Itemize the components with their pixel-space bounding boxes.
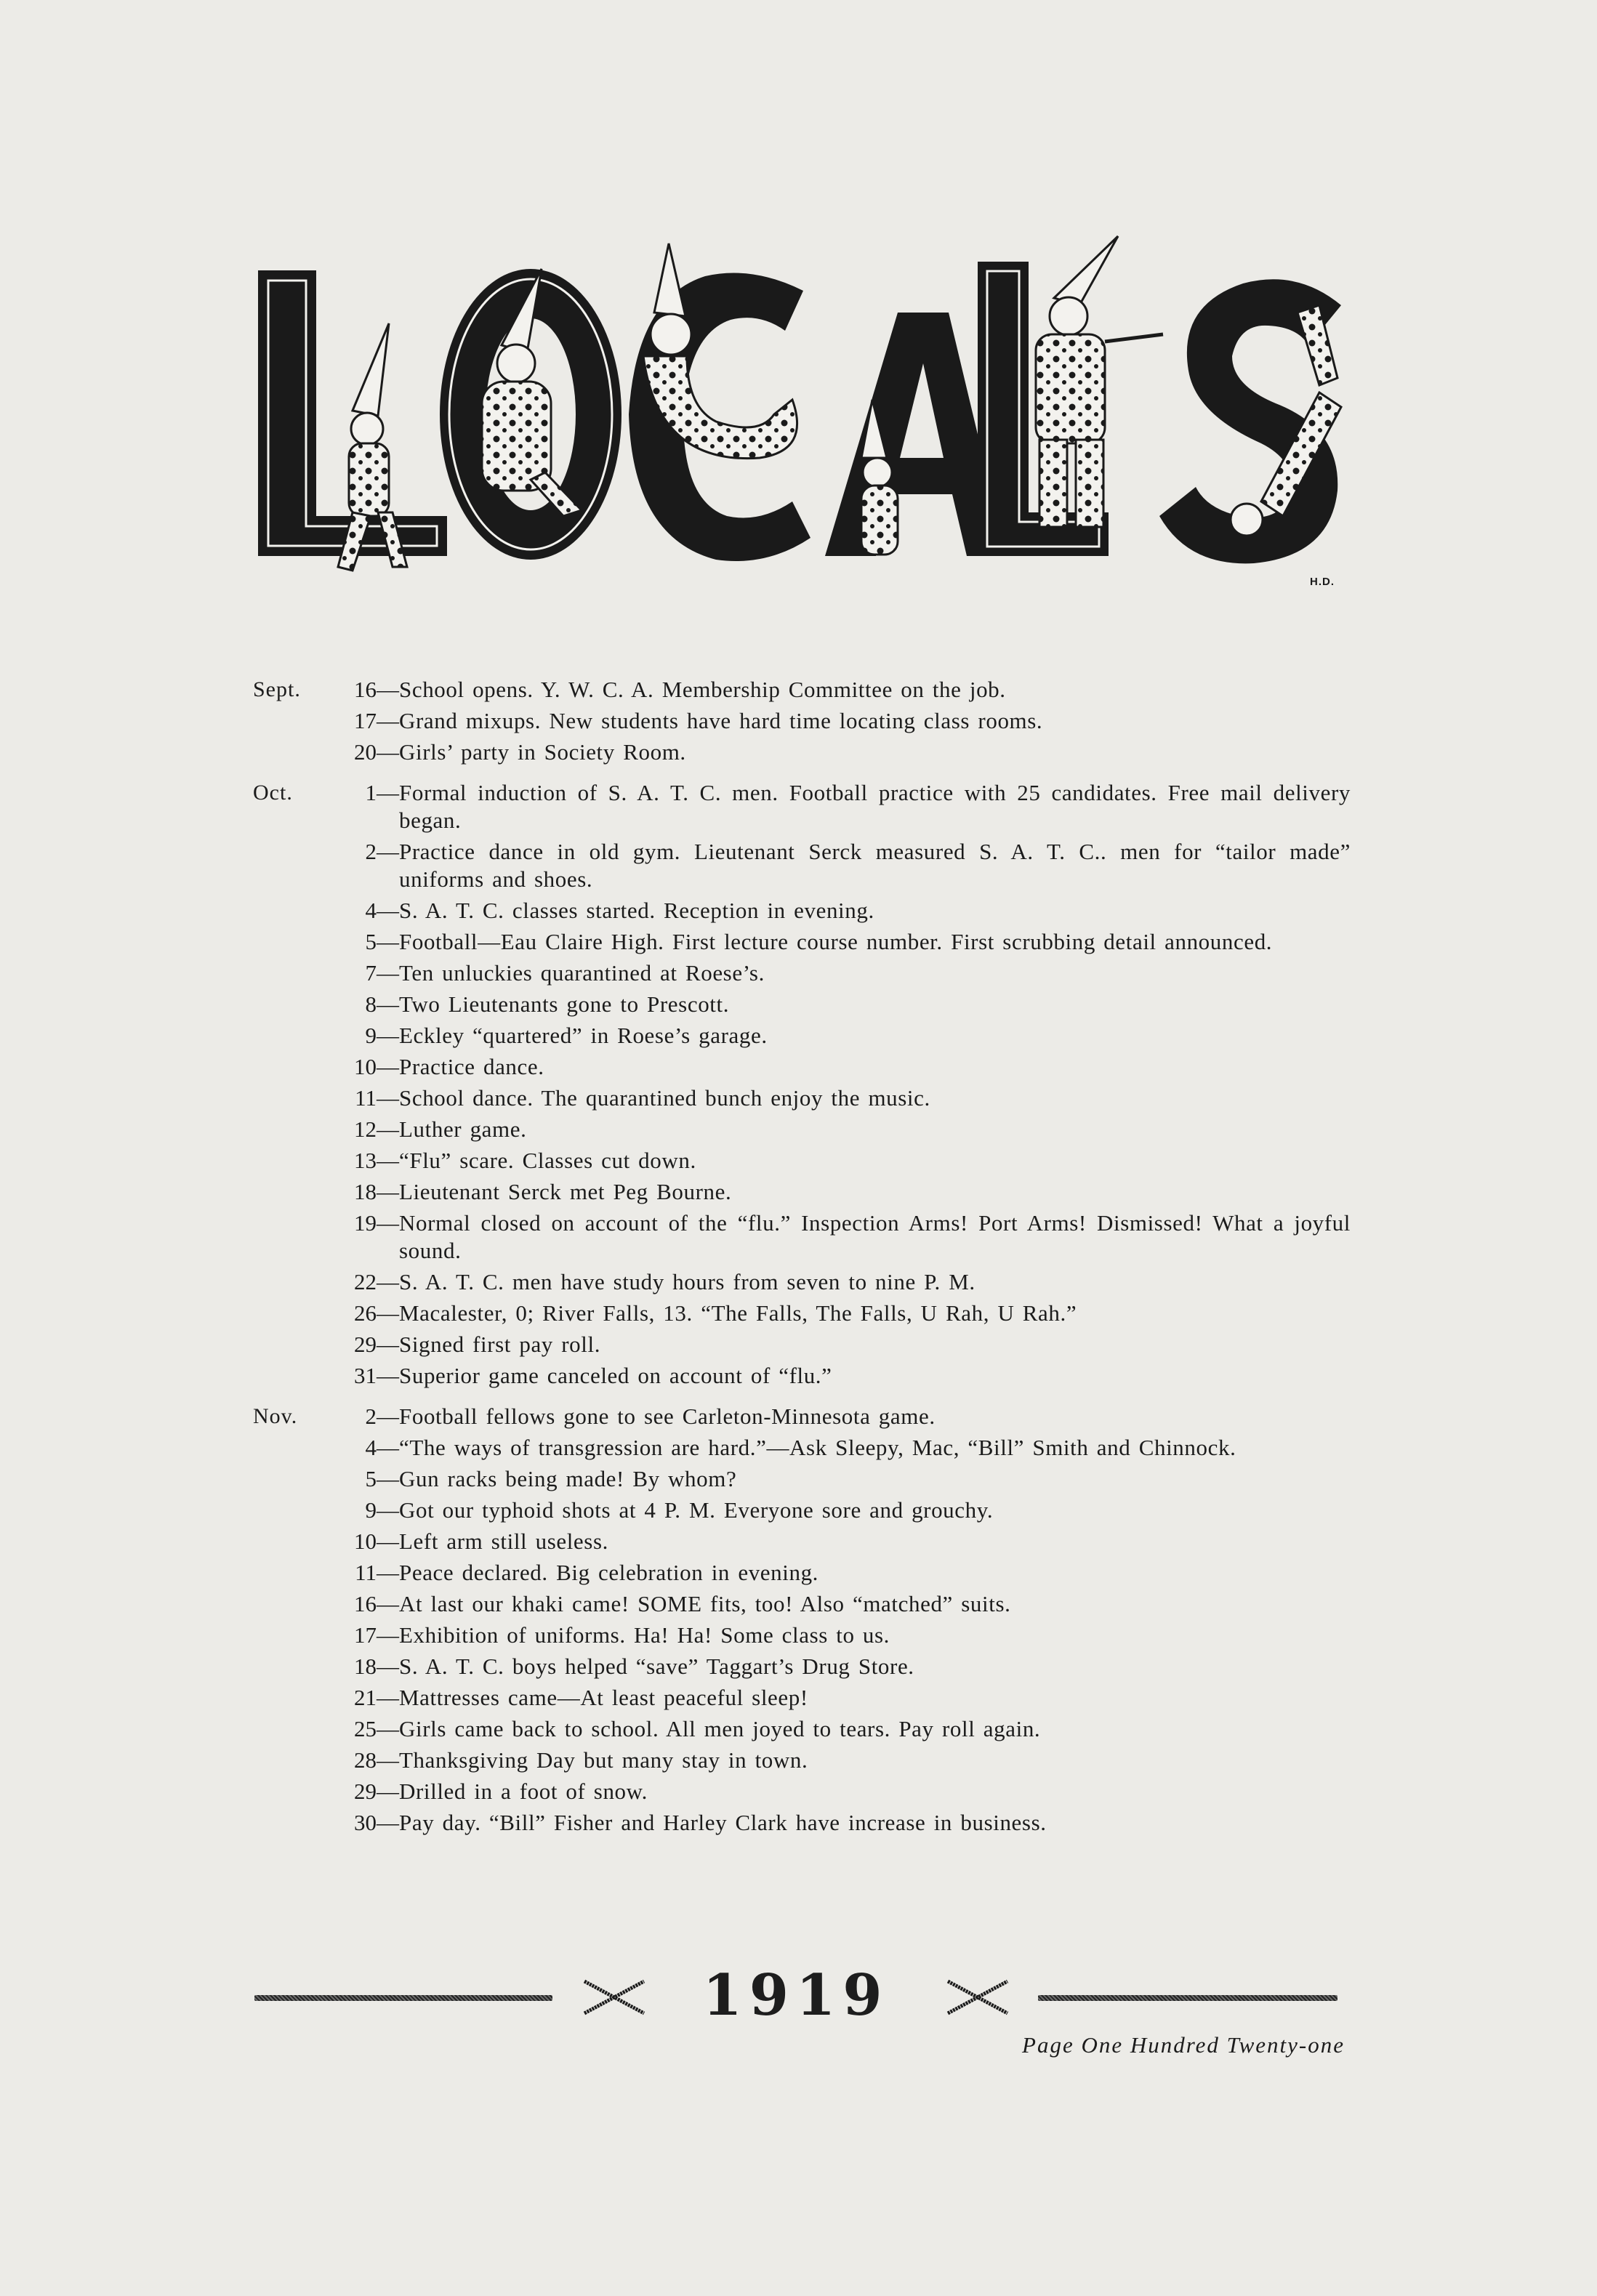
entry-day: 17: [354, 1622, 377, 1648]
entry-text: Football—Eau Claire High. First lecture course number. First scrubbing detail announced.: [399, 929, 1273, 954]
cross-ornament-right-icon: [945, 1975, 1010, 2019]
entry-text: Lieutenant Serck met Peg Bourne.: [399, 1179, 732, 1204]
entry-text: S. A. T. C. men have study hours from seven to nine P. M.: [399, 1269, 976, 1294]
list-item: 29 — Signed first pay roll.: [326, 1331, 1351, 1358]
list-item: 29 — Drilled in a foot of snow.: [326, 1778, 1351, 1805]
entry-day: 21: [354, 1685, 377, 1710]
entry-text: Got our typhoid shots at 4 P. M. Everyone sore and grouchy.: [399, 1497, 994, 1523]
list-item: 28 — Thanksgiving Day but many stay in town.: [326, 1747, 1351, 1774]
list-item: 11 — School dance. The quarantined bunch enjoy the music.: [326, 1084, 1351, 1112]
month-label: Nov.: [253, 1404, 298, 1428]
artist-initials: H.D.: [1310, 576, 1335, 588]
entry-day: 19: [354, 1210, 377, 1236]
entry-day: 13: [354, 1148, 377, 1173]
list-item: 16 — School opens. Y. W. C. A. Membership Committee on the job.: [326, 676, 1351, 704]
page-number: Page One Hundred Twenty-one: [1022, 2032, 1345, 2058]
month-label: Sept.: [253, 677, 301, 701]
entry-day: 7: [365, 960, 377, 986]
entry-text: Drilled in a foot of snow.: [399, 1779, 648, 1804]
entry-day: 10: [354, 1054, 377, 1079]
entry-text: S. A. T. C. boys helped “save” Taggart’s Drug Store.: [399, 1653, 914, 1679]
list-item: 18 — S. A. T. C. boys helped “save” Taggart’s Drug Store.: [326, 1653, 1351, 1680]
entry-day: 18: [354, 1653, 377, 1679]
list-item: 7 — Ten unluckies quarantined at Roese’s.: [326, 959, 1351, 987]
entry-day: 2: [365, 839, 377, 864]
entry-day: 8: [365, 991, 377, 1017]
entry-day: 16: [354, 1591, 377, 1616]
list-item: 21 — Mattresses came—At least peaceful sleep!: [326, 1684, 1351, 1712]
entry-text: Pay day. “Bill” Fisher and Harley Clark have increase in business.: [399, 1810, 1047, 1835]
entry-text: Mattresses came—At least peaceful sleep!: [399, 1685, 808, 1710]
list-item: 12 — Luther game.: [326, 1116, 1351, 1143]
entry-day: 31: [354, 1363, 377, 1388]
footer-rule-left: [254, 1995, 552, 2001]
list-item: 26 — Macalester, 0; River Falls, 13. “The Falls, The Falls, U Rah, U Rah.”: [326, 1300, 1351, 1327]
entry-text: Exhibition of uniforms. Ha! Ha! Some class to us.: [399, 1622, 890, 1648]
entry-text: Superior game canceled on account of “flu.”: [399, 1363, 832, 1388]
cross-ornament-left-icon: [582, 1975, 647, 2019]
list-item: 2 — Football fellows gone to see Carleton-Minnesota game.: [326, 1403, 1351, 1430]
list-item: 5 — Football—Eau Claire High. First lecture course number. First scrubbing detail announced.: [326, 928, 1351, 956]
entry-text: Signed first pay roll.: [399, 1332, 601, 1357]
entry-day: 4: [365, 898, 377, 923]
entry-day: 5: [365, 1466, 377, 1491]
list-item: 17 — Exhibition of uniforms. Ha! Ha! Some class to us.: [326, 1622, 1351, 1649]
entry-text: Practice dance.: [399, 1054, 544, 1079]
locals-calendar: [253, 676, 1351, 1850]
entry-day: 26: [354, 1300, 377, 1326]
list-item: 8 — Two Lieutenants gone to Prescott.: [326, 991, 1351, 1018]
entry-day: 9: [365, 1023, 377, 1048]
list-item: 13 — “Flu” scare. Classes cut down.: [326, 1147, 1351, 1175]
entry-day: 10: [354, 1528, 377, 1554]
entry-text: Left arm still useless.: [399, 1528, 608, 1554]
entry-day: 29: [354, 1779, 377, 1804]
month-label: Oct.: [253, 781, 293, 805]
entry-text: Peace declared. Big celebration in evening.: [399, 1560, 819, 1585]
entry-text: Practice dance in old gym. Lieutenant Serck measured S. A. T. C.. men for “tailor made” uniforms and shoes.: [399, 839, 1351, 892]
list-item: 4 — “The ways of transgression are hard.”—Ask Sleepy, Mac, “Bill” Smith and Chinnock.: [326, 1434, 1351, 1462]
list-item: 2 — Practice dance in old gym. Lieutenant Serck measured S. A. T. C.. men for “tailor made” uniforms and shoes.: [326, 838, 1351, 893]
list-item: 25 — Girls came back to school. All men joyed to tears. Pay roll again.: [326, 1715, 1351, 1743]
list-item: 19 — Normal closed on account of the “flu.” Inspection Arms! Port Arms! Dismissed! What a joyful sound.: [326, 1209, 1351, 1265]
entry-day: 1: [365, 780, 377, 805]
list-item: 10 — Left arm still useless.: [326, 1528, 1351, 1555]
entry-day: 22: [354, 1269, 377, 1294]
entry-text: “Flu” scare. Classes cut down.: [399, 1148, 696, 1173]
entry-day: 11: [355, 1560, 377, 1585]
entry-day: 2: [365, 1403, 377, 1429]
entry-day: 17: [354, 708, 377, 733]
list-item: 31 — Superior game canceled on account of “flu.”: [326, 1362, 1351, 1390]
entry-text: At last our khaki came! SOME fits, too! Also “matched” suits.: [399, 1591, 1011, 1616]
entry-text: Ten unluckies quarantined at Roese’s.: [399, 960, 765, 986]
entry-text: Girls’ party in Society Room.: [399, 739, 686, 765]
entry-text: Formal induction of S. A. T. C. men. Football practice with 25 candidates. Free mail delivery began.: [399, 780, 1351, 833]
entry-text: Football fellows gone to see Carleton-Minnesota game.: [399, 1403, 936, 1429]
entry-day: 25: [354, 1716, 377, 1741]
entry-day: 5: [365, 929, 377, 954]
entry-text: School dance. The quarantined bunch enjoy the music.: [399, 1085, 930, 1111]
footer-year: 1919: [702, 1962, 890, 2029]
entry-day: 16: [354, 677, 377, 702]
locals-title: [251, 225, 1352, 603]
list-item: 22 — S. A. T. C. men have study hours from seven to nine P. M.: [326, 1268, 1351, 1296]
clown-tall-icon: [1036, 236, 1163, 527]
entry-text: Grand mixups. New students have hard time locating class rooms.: [399, 708, 1043, 733]
entry-text: S. A. T. C. classes started. Reception in evening.: [399, 898, 874, 923]
entry-day: 29: [354, 1332, 377, 1357]
entry-day: 20: [354, 739, 377, 765]
month-oct: [253, 779, 1351, 1390]
entry-text: Luther game.: [399, 1116, 527, 1142]
footer-rule-right: [1038, 1995, 1337, 2001]
month-nov: [253, 1403, 1351, 1837]
list-item: 18 — Lieutenant Serck met Peg Bourne.: [326, 1178, 1351, 1206]
entry-text: Eckley “quartered” in Roese’s garage.: [399, 1023, 768, 1048]
entry-text: Girls came back to school. All men joyed to tears. Pay roll again.: [399, 1716, 1041, 1741]
entry-text: Gun racks being made! By whom?: [399, 1466, 737, 1491]
entry-text: Thanksgiving Day but many stay in town.: [399, 1747, 808, 1773]
list-item: 4 — S. A. T. C. classes started. Reception in evening.: [326, 897, 1351, 925]
entry-text: “The ways of transgression are hard.”—Ask Sleepy, Mac, “Bill” Smith and Chinnock.: [399, 1435, 1236, 1460]
list-item: 1 — Formal induction of S. A. T. C. men. Football practice with 25 candidates. Free mail delivery began.: [326, 779, 1351, 834]
entry-day: 28: [354, 1747, 377, 1773]
entry-day: 30: [354, 1810, 377, 1835]
entry-day: 11: [355, 1085, 377, 1111]
entry-day: 18: [354, 1179, 377, 1204]
entry-text: Two Lieutenants gone to Prescott.: [399, 991, 730, 1017]
entry-day: 12: [354, 1116, 377, 1142]
list-item: 16 — At last our khaki came! SOME fits, too! Also “matched” suits.: [326, 1590, 1351, 1618]
list-item: 5 — Gun racks being made! By whom?: [326, 1465, 1351, 1493]
entry-text: Macalester, 0; River Falls, 13. “The Falls, The Falls, U Rah, U Rah.”: [399, 1300, 1077, 1326]
list-item: 30 — Pay day. “Bill” Fisher and Harley Clark have increase in business.: [326, 1809, 1351, 1837]
list-item: 10 — Practice dance.: [326, 1053, 1351, 1081]
list-item: 9 — Got our typhoid shots at 4 P. M. Everyone sore and grouchy.: [326, 1497, 1351, 1524]
list-item: 9 — Eckley “quartered” in Roese’s garage.: [326, 1022, 1351, 1050]
month-sept: [253, 676, 1351, 766]
list-item: 20 — Girls’ party in Society Room.: [326, 738, 1351, 766]
entry-day: 9: [365, 1497, 377, 1523]
entry-day: 4: [365, 1435, 377, 1460]
entry-text: Normal closed on account of the “flu.” Inspection Arms! Port Arms! Dismissed! What a joyful sound.: [399, 1210, 1351, 1263]
entry-text: School opens. Y. W. C. A. Membership Committee on the job.: [399, 677, 1006, 702]
list-item: 17 — Grand mixups. New students have hard time locating class rooms.: [326, 707, 1351, 735]
list-item: 11 — Peace declared. Big celebration in evening.: [326, 1559, 1351, 1587]
